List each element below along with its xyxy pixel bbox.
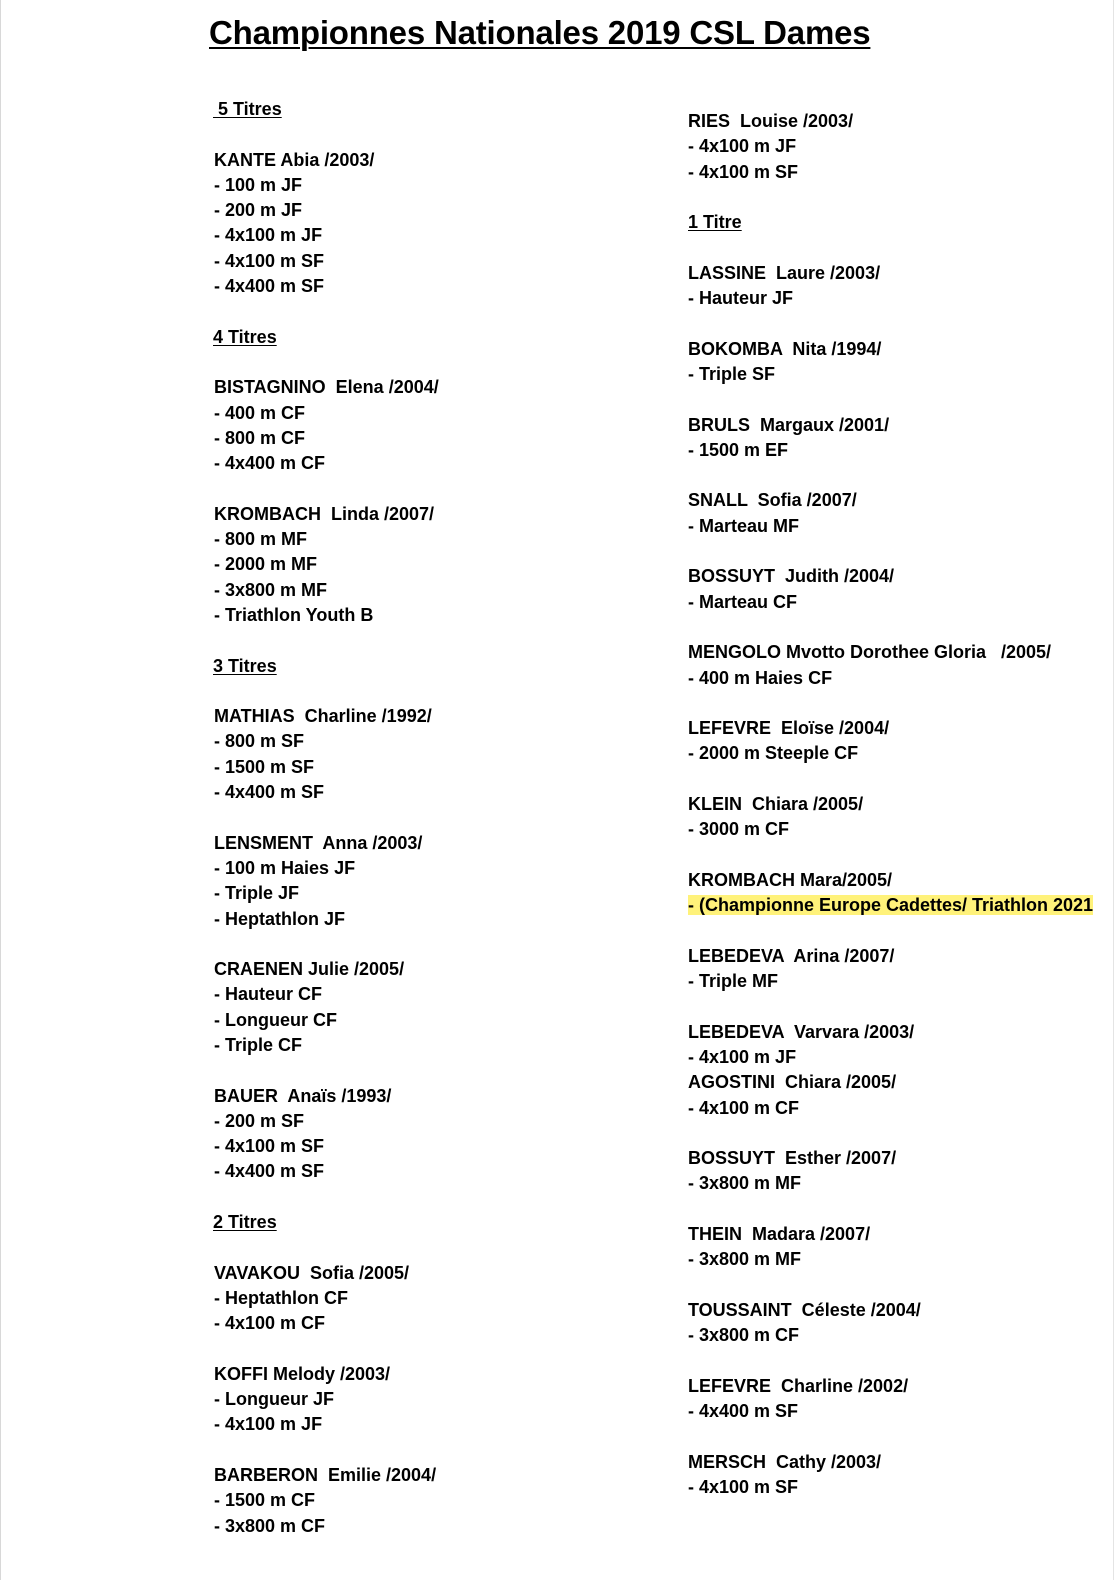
- event-text: - 800 m CF: [214, 427, 306, 448]
- spacer: [688, 311, 1112, 336]
- event-entry: [688, 1323, 1112, 1348]
- section-heading-text: 5 Titres: [213, 99, 282, 119]
- event-text: - Triple MF: [688, 971, 778, 992]
- section-heading: [214, 325, 654, 350]
- event-entry: [688, 1247, 1112, 1272]
- athlete-entry: [214, 148, 654, 173]
- event-text: - 3x800 m MF: [214, 579, 328, 600]
- athlete-name: SNALL Sofia /2007/: [688, 490, 857, 511]
- event-text: - 400 m Haies CF: [688, 667, 833, 688]
- athlete-name: KANTE Abia /2003/: [214, 149, 375, 170]
- athlete-entry: [688, 488, 1112, 513]
- athlete-entry: [688, 261, 1112, 286]
- spacer: [214, 679, 654, 704]
- event-entry: [688, 817, 1112, 842]
- spacer: [688, 1349, 1112, 1374]
- event-entry: [688, 1096, 1112, 1121]
- event-entry: [214, 426, 654, 451]
- event-text: - 4x100 m SF: [688, 1477, 799, 1498]
- athlete-name: LEBEDEVA Arina /2007/: [688, 945, 895, 966]
- event-text: - Hauteur JF: [688, 288, 794, 309]
- athlete-name: BAUER Anaïs /1993/: [214, 1085, 392, 1106]
- athlete-entry: [688, 792, 1112, 817]
- event-text: - Triple SF: [688, 363, 776, 384]
- event-text: - 4x100 m SF: [214, 1136, 325, 1157]
- event-entry: [688, 1171, 1112, 1196]
- event-entry: [214, 1514, 654, 1539]
- event-entry: [214, 223, 654, 248]
- section-heading: [214, 654, 654, 679]
- event-entry: [688, 1045, 1112, 1070]
- event-text: - 4x400 m SF: [214, 782, 325, 803]
- spacer: [688, 463, 1112, 488]
- event-text: - 3000 m CF: [688, 819, 790, 840]
- event-text: - 4x100 m CF: [688, 1097, 800, 1118]
- event-entry: [688, 514, 1112, 539]
- event-entry: [214, 1488, 654, 1513]
- event-text: - 400 m CF: [214, 402, 306, 423]
- athlete-name: THEIN Madara /2007/: [688, 1224, 871, 1245]
- event-text: - 3x800 m CF: [688, 1325, 800, 1346]
- highlighted-event: [688, 893, 1112, 918]
- athlete-entry: [214, 1463, 654, 1488]
- spacer: [688, 843, 1112, 868]
- event-text: - 1500 m SF: [214, 756, 315, 777]
- event-entry: [688, 590, 1112, 615]
- event-text: - 800 m MF: [214, 529, 308, 550]
- spacer: [214, 1185, 654, 1210]
- athlete-entry: [214, 831, 654, 856]
- event-entry: [688, 362, 1112, 387]
- spacer: [214, 1058, 654, 1083]
- athlete-entry: [214, 1084, 654, 1109]
- event-text: - Longueur JF: [214, 1389, 334, 1410]
- event-text: - Marteau MF: [688, 515, 800, 536]
- section-heading-text: 2 Titres: [213, 1212, 277, 1233]
- event-text: - 200 m SF: [214, 1110, 305, 1131]
- event-entry: [688, 286, 1112, 311]
- event-entry: [214, 1033, 654, 1058]
- spacer: [214, 476, 654, 501]
- spacer: [214, 932, 654, 957]
- athlete-name: BOKOMBA Nita /1994/: [688, 338, 882, 359]
- athlete-entry: [688, 1298, 1112, 1323]
- athlete-name: KLEIN Chiara /2005/: [688, 794, 864, 815]
- section-heading: [214, 97, 654, 122]
- athlete-entry: [688, 564, 1112, 589]
- event-text: - 4x100 m JF: [214, 1414, 323, 1435]
- spacer: [214, 805, 654, 830]
- athlete-name: CRAENEN Julie /2005/: [214, 959, 405, 980]
- athlete-name: MERSCH Cathy /2003/: [688, 1451, 882, 1472]
- athlete-name: LENSMENT Anna /2003/: [214, 832, 423, 853]
- athlete-entry: [688, 1146, 1112, 1171]
- event-text: - 4x100 m CF: [214, 1313, 326, 1334]
- event-entry: [688, 160, 1112, 185]
- athlete-entry: [688, 1374, 1112, 1399]
- event-text: - Triple CF: [214, 1034, 303, 1055]
- athlete-entry: [214, 1362, 654, 1387]
- event-entry: [214, 881, 654, 906]
- event-entry: [214, 451, 654, 476]
- event-entry: [214, 1134, 654, 1159]
- event-entry: [688, 666, 1112, 691]
- highlighted-event-text: - (Championne Europe Cadettes/ Triathlon 2021: [688, 895, 1094, 916]
- section-heading: [214, 1210, 654, 1235]
- athlete-entry: [214, 375, 654, 400]
- athlete-name: MENGOLO Mvotto Dorothee Gloria /2005/: [688, 642, 1052, 663]
- event-text: - Heptathlon CF: [214, 1287, 348, 1308]
- event-entry: [214, 1412, 654, 1437]
- athlete-name: KOFFI Melody /2003/: [214, 1363, 391, 1384]
- spacer: [688, 1273, 1112, 1298]
- event-text: - Triple JF: [214, 883, 300, 904]
- event-text: - 4x400 m CF: [214, 453, 326, 474]
- spacer: [688, 539, 1112, 564]
- athlete-entry: [688, 944, 1112, 969]
- athlete-entry: [688, 1020, 1112, 1045]
- spacer: [688, 994, 1112, 1019]
- event-text: - Longueur CF: [214, 1009, 337, 1030]
- event-entry: [214, 729, 654, 754]
- event-entry: [214, 198, 654, 223]
- event-entry: [214, 1311, 654, 1336]
- event-text: - 100 m JF: [214, 174, 303, 195]
- spacer: [214, 299, 654, 324]
- athlete-name: RIES Louise /2003/: [688, 111, 854, 131]
- athlete-name: LEFEVRE Charline /2002/: [688, 1375, 909, 1396]
- athlete-entry: [214, 1261, 654, 1286]
- event-text: - 200 m JF: [214, 200, 303, 221]
- event-entry: [214, 249, 654, 274]
- event-text: - 3x800 m MF: [688, 1249, 802, 1270]
- event-entry: [214, 1008, 654, 1033]
- athlete-name: LASSINE Laure /2003/: [688, 262, 881, 283]
- section-heading-text: 3 Titres: [213, 655, 277, 676]
- athlete-name: BISTAGNINO Elena /2004/: [214, 377, 439, 398]
- athlete-name: BOSSUYT Judith /2004/: [688, 566, 895, 587]
- athlete-name: MATHIAS Charline /1992/: [214, 706, 432, 727]
- event-text: - 4x400 m SF: [214, 1161, 325, 1182]
- event-entry: [214, 856, 654, 881]
- event-text: - Heptathlon JF: [214, 908, 345, 929]
- event-entry: [214, 1109, 654, 1134]
- spacer: [214, 1438, 654, 1463]
- spacer: [688, 235, 1112, 260]
- athlete-entry: [688, 1450, 1112, 1475]
- spacer: [214, 350, 654, 375]
- event-entry: [214, 982, 654, 1007]
- section-heading-text: 4 Titres: [213, 326, 277, 347]
- athlete-entry: [688, 1222, 1112, 1247]
- event-entry: [214, 907, 654, 932]
- event-text: - 3x800 m CF: [214, 1515, 326, 1536]
- event-entry: [214, 603, 654, 628]
- event-text: - 2000 m MF: [214, 554, 318, 575]
- spacer: [688, 767, 1112, 792]
- athlete-name: BRULS Margaux /2001/: [688, 414, 890, 435]
- athlete-entry: [688, 1070, 1112, 1095]
- athlete-name: KROMBACH Mara/2005/: [688, 869, 893, 890]
- spacer: [688, 691, 1112, 716]
- event-entry: [214, 1387, 654, 1412]
- athlete-name: TOUSSAINT Céleste /2004/: [688, 1299, 921, 1320]
- athlete-name: AGOSTINI Chiara /2005/: [688, 1072, 897, 1093]
- spacer: [688, 919, 1112, 944]
- event-text: - Hauteur CF: [214, 984, 322, 1005]
- athlete-entry: [688, 337, 1112, 362]
- event-entry: [214, 1159, 654, 1184]
- athlete-entry: [688, 640, 1112, 665]
- event-text: - 4x100 m SF: [688, 161, 799, 182]
- athlete-entry: [688, 868, 1112, 893]
- event-entry: [688, 438, 1112, 463]
- event-entry: [214, 274, 654, 299]
- event-text: - Marteau CF: [688, 591, 798, 612]
- event-entry: [688, 1399, 1112, 1424]
- event-text: - Triathlon Youth B: [214, 604, 374, 625]
- athlete-name: KROMBACH Linda /2007/: [214, 503, 435, 524]
- event-text: - 1500 m CF: [214, 1490, 316, 1511]
- athlete-name: LEFEVRE Eloïse /2004/: [688, 718, 890, 739]
- event-text: - 4x100 m SF: [214, 250, 325, 271]
- spacer: [688, 615, 1112, 640]
- event-text: - 4x400 m SF: [688, 1401, 799, 1422]
- event-entry: [214, 173, 654, 198]
- event-entry: [688, 969, 1112, 994]
- athlete-entry: [688, 413, 1112, 438]
- spacer: [214, 1235, 654, 1260]
- athlete-entry: [688, 109, 1112, 134]
- event-entry: [214, 552, 654, 577]
- event-text: - 1500 m EF: [688, 439, 789, 460]
- event-entry: [214, 755, 654, 780]
- spacer: [688, 185, 1112, 210]
- spacer: [688, 1424, 1112, 1449]
- event-entry: [688, 1475, 1112, 1500]
- athlete-name: VAVAKOU Sofia /2005/: [214, 1262, 410, 1283]
- athlete-entry: [688, 716, 1112, 741]
- event-text: - 4x100 m JF: [688, 136, 797, 157]
- spacer: [688, 387, 1112, 412]
- event-entry: [688, 741, 1112, 766]
- right-column: [688, 109, 1112, 1500]
- event-text: - 4x100 m JF: [214, 225, 323, 246]
- event-text: - 4x100 m JF: [688, 1046, 797, 1067]
- spacer: [214, 122, 654, 147]
- page-edge-left: [0, 0, 1, 1580]
- event-entry: [214, 401, 654, 426]
- event-text: - 2000 m Steeple CF: [688, 743, 859, 764]
- page-title: Championnes Nationales 2019 CSL Dames: [209, 14, 871, 51]
- event-entry: [214, 780, 654, 805]
- event-text: - 4x400 m SF: [214, 276, 325, 297]
- athlete-name: BOSSUYT Esther /2007/: [688, 1148, 897, 1169]
- event-entry: [688, 134, 1112, 159]
- athlete-name: BARBERON Emilie /2004/: [214, 1465, 437, 1486]
- event-text: - 100 m Haies JF: [214, 857, 356, 878]
- spacer: [688, 1121, 1112, 1146]
- left-column: [214, 97, 654, 1539]
- athlete-entry: [214, 502, 654, 527]
- spacer: [214, 1337, 654, 1362]
- section-heading: [688, 210, 1112, 235]
- spacer: [214, 628, 654, 653]
- event-text: - 3x800 m MF: [688, 1173, 802, 1194]
- spacer: [688, 1197, 1112, 1222]
- athlete-name: LEBEDEVA Varvara /2003/: [688, 1021, 915, 1042]
- event-entry: [214, 527, 654, 552]
- event-entry: [214, 578, 654, 603]
- athlete-entry: [214, 704, 654, 729]
- athlete-entry: [214, 957, 654, 982]
- event-text: - 800 m SF: [214, 731, 305, 752]
- event-entry: [214, 1286, 654, 1311]
- section-heading-text: 1 Titre: [688, 212, 742, 233]
